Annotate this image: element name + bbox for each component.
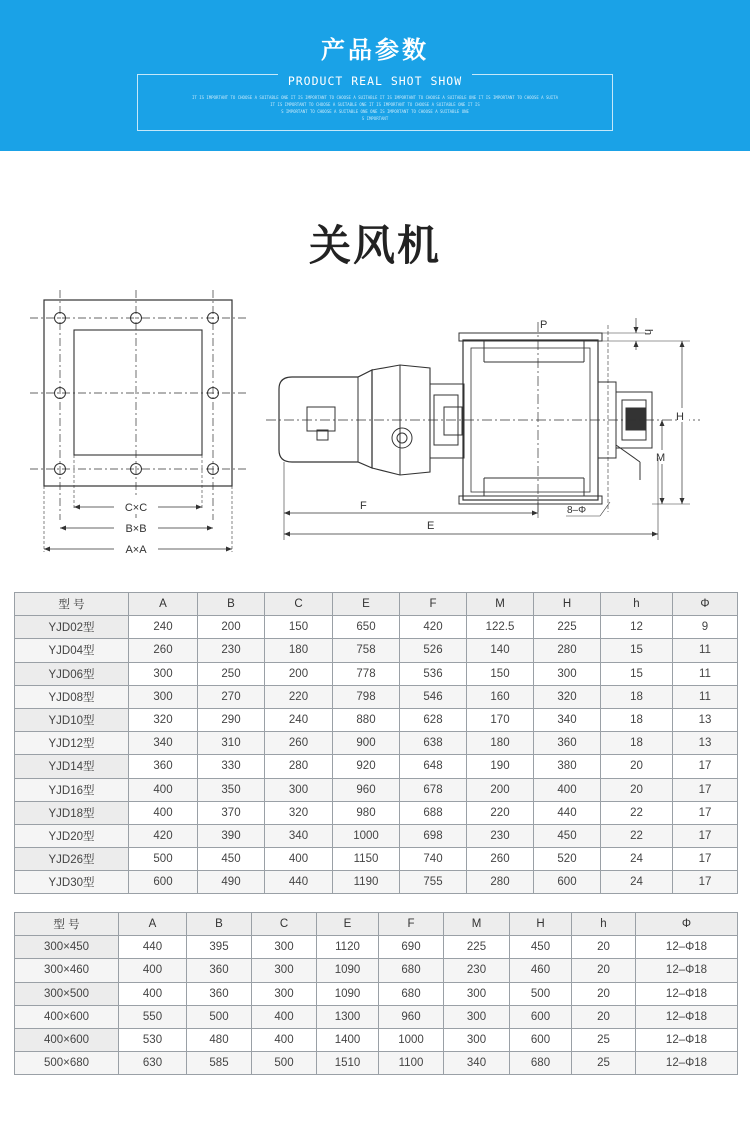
header-banner	[0, 0, 750, 151]
table-cell: 380	[534, 755, 601, 778]
table-cell: 1190	[333, 871, 400, 894]
table-cell: 440	[265, 871, 333, 894]
table-cell: 546	[400, 685, 467, 708]
technical-drawing	[0, 285, 750, 570]
table-cell: 260	[129, 639, 198, 662]
table-cell: 400	[129, 778, 198, 801]
front-view	[30, 290, 246, 556]
product-title: 关风机	[308, 221, 441, 270]
table-cell: 648	[400, 755, 467, 778]
table-cell: 17	[673, 801, 738, 824]
table-cell: 520	[534, 848, 601, 871]
table-cell: 122.5	[467, 616, 534, 639]
table-cell: 638	[400, 732, 467, 755]
table-cell: 1100	[379, 1052, 444, 1075]
table-cell: 550	[119, 1005, 187, 1028]
model-cell: YJD26型	[15, 848, 129, 871]
table-cell: 22	[601, 801, 673, 824]
table-cell: 260	[265, 732, 333, 755]
table-cell: 630	[119, 1052, 187, 1075]
table-cell: 1510	[317, 1052, 379, 1075]
table-cell: 740	[400, 848, 467, 871]
model-cell: 300×500	[15, 982, 119, 1005]
table-cell: 920	[333, 755, 400, 778]
table-cell: 300	[444, 1005, 510, 1028]
table-cell: 1150	[333, 848, 400, 871]
table-cell: 20	[601, 755, 673, 778]
table-cell: 260	[467, 848, 534, 871]
table-cell: 390	[198, 824, 265, 847]
table-cell: 500	[252, 1052, 317, 1075]
table-cell: 360	[129, 755, 198, 778]
model-cell: YJD06型	[15, 662, 129, 685]
table-cell: 1000	[333, 824, 400, 847]
table-cell: 370	[198, 801, 265, 824]
table-cell: 450	[534, 824, 601, 847]
table-cell: 220	[265, 685, 333, 708]
table-row	[15, 662, 738, 685]
table-row	[15, 732, 738, 755]
table-cell: 300	[252, 982, 317, 1005]
dim-label-e: E	[427, 520, 435, 532]
table-cell: 225	[534, 616, 601, 639]
table-cell: 490	[198, 871, 265, 894]
table-cell: 900	[333, 732, 400, 755]
table-cell: 330	[198, 755, 265, 778]
table-cell: 15	[601, 662, 673, 685]
table-cell: 400	[534, 778, 601, 801]
column-header: H	[510, 913, 572, 936]
table-cell: 778	[333, 662, 400, 685]
dim-label-p: P	[540, 319, 548, 331]
table-cell: 600	[534, 871, 601, 894]
table-row	[15, 871, 738, 894]
dim-label-h: H	[676, 411, 684, 423]
table-cell: 22	[601, 824, 673, 847]
table-cell: 600	[129, 871, 198, 894]
table-cell: 200	[467, 778, 534, 801]
table-cell: 360	[534, 732, 601, 755]
column-header: 型 号	[15, 913, 119, 936]
table-cell: 755	[400, 871, 467, 894]
column-header: M	[444, 913, 510, 936]
table-cell: 11	[673, 639, 738, 662]
model-cell: YJD30型	[15, 871, 129, 894]
table-cell: 150	[265, 616, 333, 639]
table-cell: 758	[333, 639, 400, 662]
table-cell: 450	[198, 848, 265, 871]
column-header: B	[198, 593, 265, 616]
table-cell: 360	[187, 982, 252, 1005]
table-cell: 340	[129, 732, 198, 755]
model-cell: 400×600	[15, 1005, 119, 1028]
table-cell: 526	[400, 639, 467, 662]
table-cell: 25	[572, 1028, 636, 1051]
column-header: 型 号	[15, 593, 129, 616]
dim-label-hole: 8–Φ	[567, 505, 587, 516]
column-header: F	[400, 593, 467, 616]
table-cell: 18	[601, 732, 673, 755]
table-cell: 200	[265, 662, 333, 685]
table-cell: 11	[673, 662, 738, 685]
table-cell: 190	[467, 755, 534, 778]
table-cell: 320	[129, 708, 198, 731]
table-cell: 300	[265, 778, 333, 801]
table-cell: 690	[379, 936, 444, 959]
table-cell: 1090	[317, 959, 379, 982]
table-cell: 360	[187, 959, 252, 982]
table-cell: 225	[444, 936, 510, 959]
model-cell: YJD08型	[15, 685, 129, 708]
column-header: B	[187, 913, 252, 936]
banner-fine-print: IT IS IMPORTANT TO CHOOSE A SUITABLE ONE IT IS IMPORTANT TO CHOOSE A SUITABLE IT IS IMPORTANT TO CHOOSE A SUITABLE ONE IT IS IMPORTANT TO CHOOSE A SUITA	[191, 95, 559, 100]
table-row	[15, 1005, 738, 1028]
table-cell: 17	[673, 848, 738, 871]
table-cell: 500	[187, 1005, 252, 1028]
banner-title-cn: 产品参数	[321, 36, 429, 64]
table-cell: 480	[187, 1028, 252, 1051]
table-cell: 420	[129, 824, 198, 847]
table-header-row	[15, 593, 738, 616]
table-cell: 25	[572, 1052, 636, 1075]
table-cell: 600	[510, 1005, 572, 1028]
table-cell: 530	[119, 1028, 187, 1051]
table-row	[15, 959, 738, 982]
table-row	[15, 639, 738, 662]
model-cell: YJD04型	[15, 639, 129, 662]
model-cell: 400×600	[15, 1028, 119, 1051]
table-cell: 300	[444, 1028, 510, 1051]
model-cell: YJD12型	[15, 732, 129, 755]
table-cell: 960	[333, 778, 400, 801]
table-cell: 13	[673, 708, 738, 731]
spec-table-yjd	[14, 592, 738, 894]
table-row	[15, 801, 738, 824]
table-row	[15, 616, 738, 639]
table-cell: 20	[601, 778, 673, 801]
model-cell: YJD14型	[15, 755, 129, 778]
table-cell: 420	[400, 616, 467, 639]
model-cell: YJD10型	[15, 708, 129, 731]
table-cell: 300	[444, 982, 510, 1005]
table-cell: 300	[252, 936, 317, 959]
table-cell: 300	[252, 959, 317, 982]
table-cell: 960	[379, 1005, 444, 1028]
table-cell: 230	[467, 824, 534, 847]
table-cell: 400	[252, 1028, 317, 1051]
dim-label-h-small: h	[642, 329, 654, 336]
table-cell: 440	[119, 936, 187, 959]
table-cell: 440	[534, 801, 601, 824]
table-cell: 160	[467, 685, 534, 708]
table-cell: 280	[265, 755, 333, 778]
model-cell: YJD16型	[15, 778, 129, 801]
table-cell: 980	[333, 801, 400, 824]
table-cell: 200	[198, 616, 265, 639]
table-cell: 400	[119, 982, 187, 1005]
banner-fine-print: IT IS IMPORTANT TO CHOOSE A SUITABLE ONE IT IS IMPORTANT TO CHOOSE A SUITABLE ONE IT IS	[270, 102, 480, 107]
dim-label-axa: A×A	[125, 544, 147, 556]
column-header: C	[265, 593, 333, 616]
table-cell: 220	[467, 801, 534, 824]
table-cell: 12–Φ18	[636, 1005, 738, 1028]
model-cell: YJD02型	[15, 616, 129, 639]
table-cell: 300	[129, 662, 198, 685]
table-cell: 1090	[317, 982, 379, 1005]
table-row	[15, 982, 738, 1005]
column-header: F	[379, 913, 444, 936]
table-cell: 536	[400, 662, 467, 685]
table-row	[15, 778, 738, 801]
table-cell: 680	[379, 959, 444, 982]
table-cell: 395	[187, 936, 252, 959]
table-header-row	[15, 913, 738, 936]
table-cell: 18	[601, 685, 673, 708]
table-cell: 12–Φ18	[636, 959, 738, 982]
dim-label-m: M	[656, 452, 666, 464]
table-cell: 15	[601, 639, 673, 662]
banner-title-en: PRODUCT REAL SHOT SHOW	[287, 74, 463, 88]
table-cell: 1120	[317, 936, 379, 959]
table-cell: 450	[510, 936, 572, 959]
table-cell: 17	[673, 755, 738, 778]
table-cell: 680	[379, 982, 444, 1005]
table-cell: 17	[673, 778, 738, 801]
banner-fine-print: S IMPORTANT	[361, 116, 389, 121]
table-row	[15, 755, 738, 778]
table-cell: 17	[673, 871, 738, 894]
table-cell: 500	[129, 848, 198, 871]
table-cell: 240	[265, 708, 333, 731]
table-cell: 180	[265, 639, 333, 662]
table-cell: 11	[673, 685, 738, 708]
table-cell: 340	[444, 1052, 510, 1075]
table-cell: 688	[400, 801, 467, 824]
table-cell: 250	[198, 662, 265, 685]
table-cell: 400	[252, 1005, 317, 1028]
table-cell: 350	[198, 778, 265, 801]
table-cell: 20	[572, 936, 636, 959]
table-cell: 9	[673, 616, 738, 639]
table-cell: 300	[129, 685, 198, 708]
table-cell: 460	[510, 959, 572, 982]
table-cell: 240	[129, 616, 198, 639]
table-row	[15, 1052, 738, 1075]
column-header: E	[333, 593, 400, 616]
table-cell: 20	[572, 982, 636, 1005]
table-cell: 880	[333, 708, 400, 731]
table-cell: 18	[601, 708, 673, 731]
table-cell: 628	[400, 708, 467, 731]
table-cell: 585	[187, 1052, 252, 1075]
banner-fine-print: S IMPORTANT TO CHOOSE A SUITABLE ONE ONE IS IMPORTANT TO CHOOSE A SUITABLE ONE	[281, 109, 469, 114]
dim-label-bxb: B×B	[125, 523, 147, 535]
model-cell: 500×680	[15, 1052, 119, 1075]
column-header: Φ	[636, 913, 738, 936]
table-row	[15, 936, 738, 959]
table-row	[15, 1028, 738, 1051]
table-cell: 17	[673, 824, 738, 847]
table-cell: 290	[198, 708, 265, 731]
table-cell: 400	[119, 959, 187, 982]
table-row	[15, 824, 738, 847]
column-header: Φ	[673, 593, 738, 616]
table-cell: 280	[467, 871, 534, 894]
dim-label-f: F	[360, 500, 367, 512]
table-cell: 24	[601, 871, 673, 894]
table-cell: 24	[601, 848, 673, 871]
table-cell: 340	[265, 824, 333, 847]
table-cell: 12–Φ18	[636, 1052, 738, 1075]
table-cell: 12	[601, 616, 673, 639]
table-cell: 1400	[317, 1028, 379, 1051]
table-cell: 230	[444, 959, 510, 982]
table-cell: 150	[467, 662, 534, 685]
column-header: C	[252, 913, 317, 936]
table-cell: 320	[534, 685, 601, 708]
table-cell: 400	[129, 801, 198, 824]
column-header: E	[317, 913, 379, 936]
dim-label-cxc: C×C	[124, 502, 148, 514]
table-cell: 650	[333, 616, 400, 639]
table-cell: 340	[534, 708, 601, 731]
table-cell: 20	[572, 1005, 636, 1028]
column-header: M	[467, 593, 534, 616]
table-cell: 600	[510, 1028, 572, 1051]
column-header: A	[119, 913, 187, 936]
model-cell: YJD20型	[15, 824, 129, 847]
table-cell: 680	[510, 1052, 572, 1075]
table-cell: 170	[467, 708, 534, 731]
table-cell: 13	[673, 732, 738, 755]
table-cell: 12–Φ18	[636, 1028, 738, 1051]
table-cell: 270	[198, 685, 265, 708]
table-cell: 1300	[317, 1005, 379, 1028]
side-view	[266, 318, 700, 540]
model-cell: 300×460	[15, 959, 119, 982]
column-header: h	[601, 593, 673, 616]
model-cell: 300×450	[15, 936, 119, 959]
table-cell: 400	[265, 848, 333, 871]
table-cell: 12–Φ18	[636, 982, 738, 1005]
spec-table-large	[14, 912, 738, 1075]
column-header: A	[129, 593, 198, 616]
column-header: h	[572, 913, 636, 936]
table-cell: 12–Φ18	[636, 936, 738, 959]
table-cell: 280	[534, 639, 601, 662]
table-row	[15, 708, 738, 731]
table-cell: 230	[198, 639, 265, 662]
table-cell: 1000	[379, 1028, 444, 1051]
table-cell: 678	[400, 778, 467, 801]
table-cell: 140	[467, 639, 534, 662]
table-cell: 500	[510, 982, 572, 1005]
table-row	[15, 848, 738, 871]
column-header: H	[534, 593, 601, 616]
table-row	[15, 685, 738, 708]
table-cell: 180	[467, 732, 534, 755]
model-cell: YJD18型	[15, 801, 129, 824]
table-cell: 20	[572, 959, 636, 982]
table-cell: 320	[265, 801, 333, 824]
table-cell: 310	[198, 732, 265, 755]
table-cell: 300	[534, 662, 601, 685]
table-cell: 698	[400, 824, 467, 847]
table-cell: 798	[333, 685, 400, 708]
